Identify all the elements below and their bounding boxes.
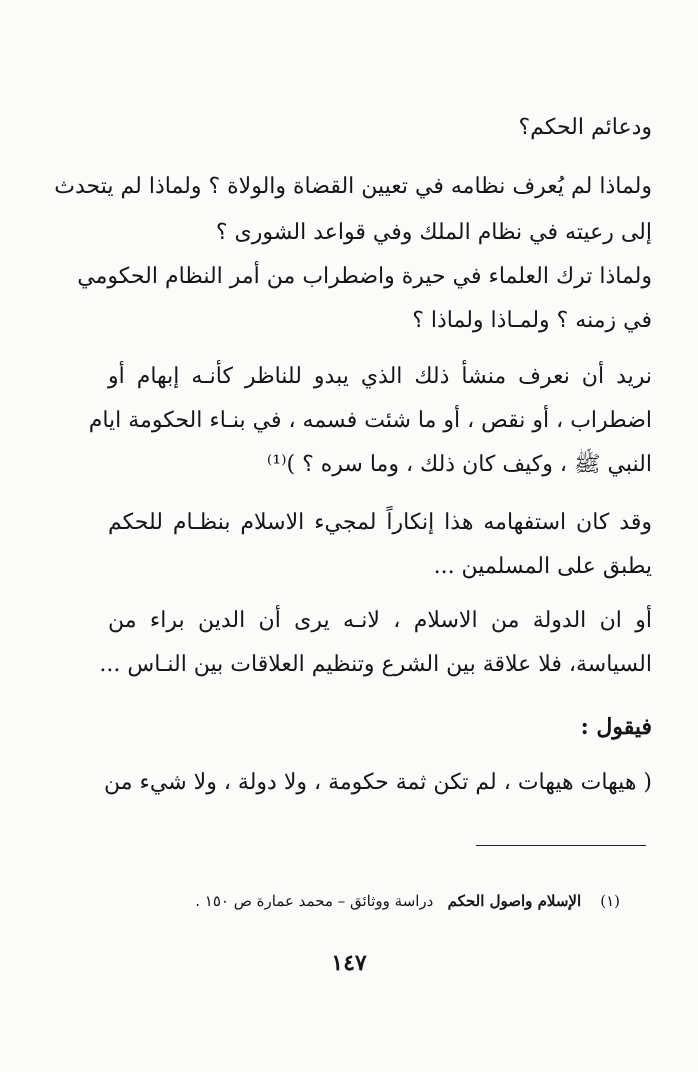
text-line: في زمنه ؟ ولمـاذا ولماذا ؟ (412, 308, 652, 333)
footnote-divider (476, 845, 646, 846)
footnote-marker: (١) (600, 892, 620, 910)
text-line: أو ان الدولة من الاسلام ، لانـه يرى أن الدين براء من (108, 608, 652, 633)
text-line: السياسة، فلا علاقة بين الشرع وتنظيم العلاقات بين النـاس ... (99, 652, 652, 677)
text-line: إلى رعيته في نظام الملك وفي قواعد الشورى ؟ (215, 220, 652, 245)
text-line: النبي ﷺ ، وكيف كان ذلك ، وما سره ؟ )⁽¹⁾ (266, 452, 652, 477)
text-line: ( هيهات هيهات ، لم تكن ثمة حكومة ، ولا دولة ، ولا شيء من (104, 770, 652, 795)
text-line: وقد كان استفهامه هذا إنكاراً لمجيء الاسلام بنظـام للحكم (108, 510, 652, 535)
page-number: ١٤٧ (331, 950, 367, 976)
footnote (120, 888, 620, 914)
text-line: يطبق على المسلمين ... (433, 554, 652, 579)
text-line: ودعائم الحكم؟ (518, 115, 652, 140)
text-line: اضطراب ، أو نقص ، أو ما شئت فسمه ، في بنـاء الحكومة ايام (88, 408, 652, 433)
text-line: نريد أن نعرف منشأ ذلك الذي يبدو للناظر كأنـه إبهام أو (108, 364, 652, 389)
footnote-source: الإسلام واصول الحكم (447, 892, 582, 910)
text-line: فيقول : (580, 714, 652, 740)
footnote-details: دراسة ووثائق – محمد عمارة ص ١٥٠ . (195, 892, 434, 910)
text-line: ولماذا ترك العلماء في حيرة واضطراب من أمر النظام الحكومي (77, 264, 652, 289)
text-line: ولماذا لم يُعرف نظامه في تعيين القضاة والولاة ؟ ولماذا لم يتحدث (54, 174, 652, 199)
